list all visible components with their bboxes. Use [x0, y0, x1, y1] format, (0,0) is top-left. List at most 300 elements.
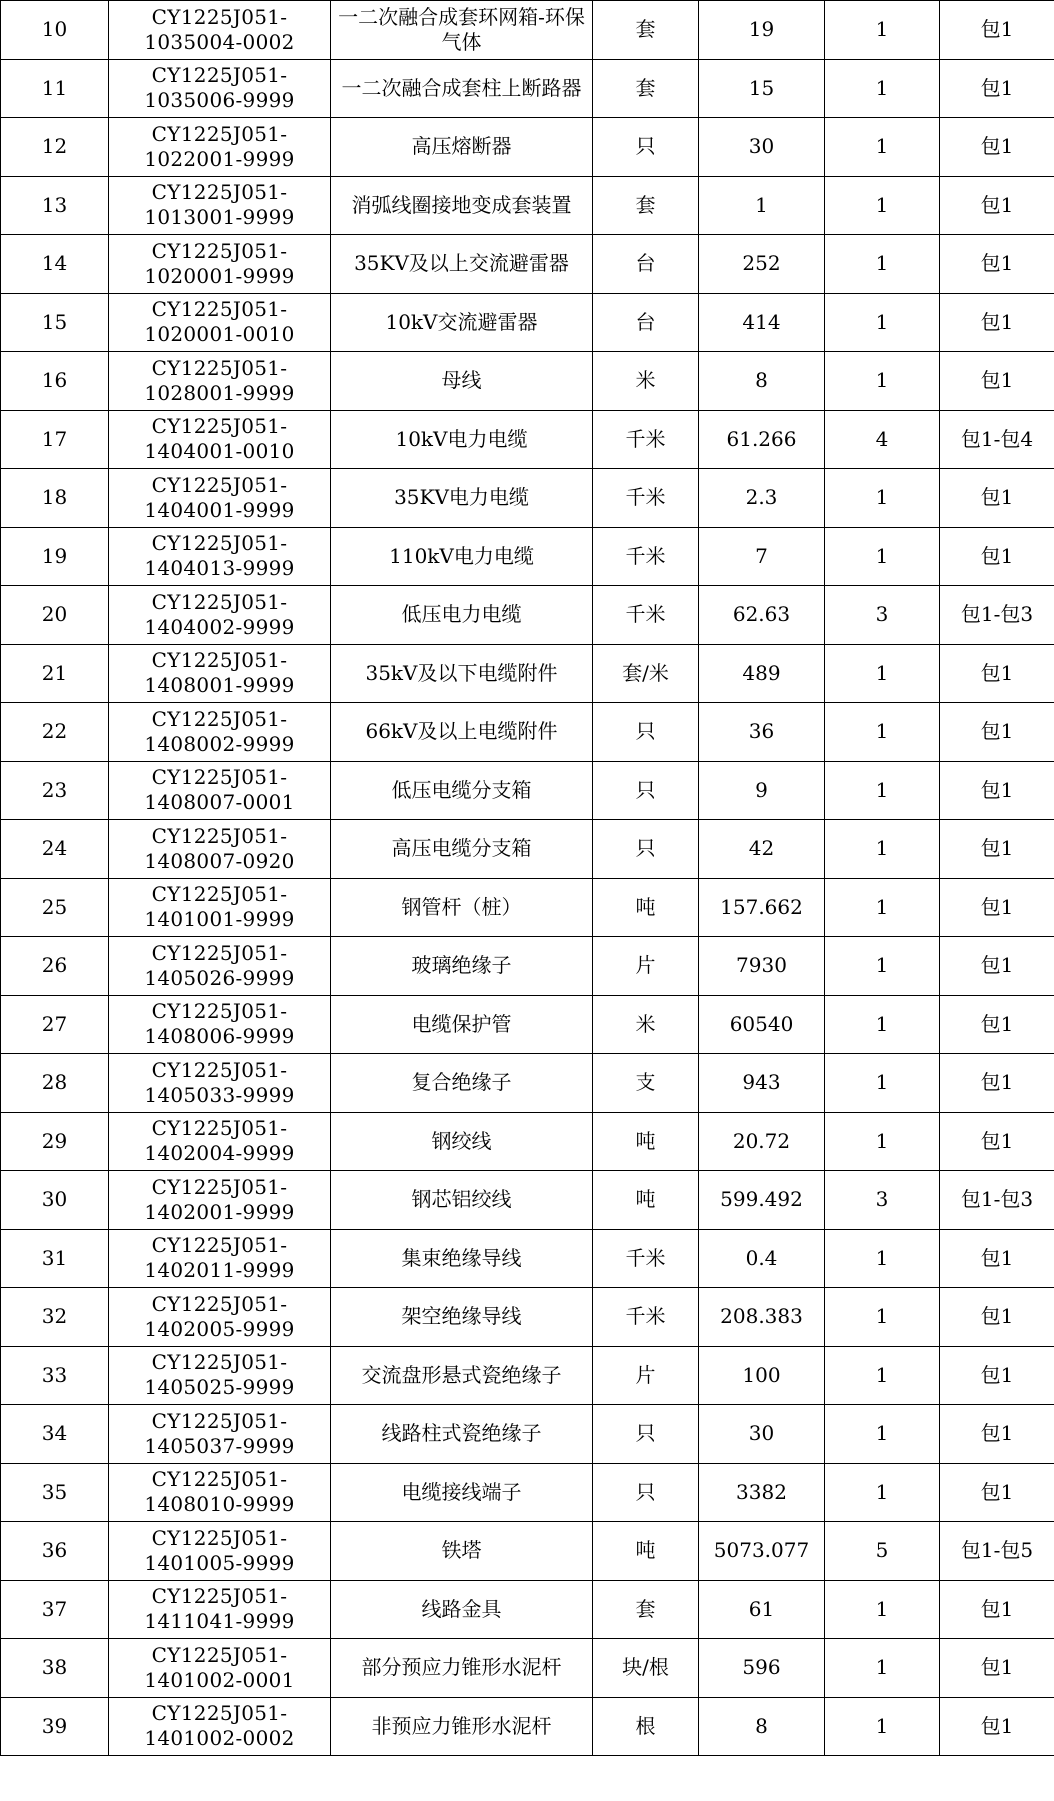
cell-unit-text: 套 — [635, 75, 656, 100]
cell-qty-text: 15 — [748, 75, 775, 100]
cell-qty-text: 7 — [755, 543, 768, 568]
cell-name-text: 高压熔断器 — [411, 134, 512, 159]
pack-label-cell — [940, 1229, 1054, 1288]
cell-qty-text: 61 — [748, 1596, 775, 1621]
quantity-cell — [699, 1229, 825, 1288]
cell-name-text: 低压电缆分支箱 — [391, 777, 532, 802]
cell-qty-text: 7930 — [736, 953, 787, 978]
cell-pack-label-text: 包1 — [980, 134, 1014, 159]
row-number-cell — [1, 703, 109, 762]
material-code-cell — [109, 118, 331, 177]
cell-no-text: 11 — [41, 75, 68, 100]
unit-cell — [593, 1405, 699, 1464]
row-number-cell — [1, 59, 109, 118]
pack-count-cell — [825, 995, 940, 1054]
pack-count-cell — [825, 410, 940, 469]
cell-pack-label-text: 包1 — [980, 660, 1014, 685]
cell-code1-text: CY1225J051- — [151, 1525, 288, 1550]
material-code-cell — [109, 410, 331, 469]
cell-code2-text: 1402011-9999 — [144, 1258, 295, 1283]
cell-unit-text: 千米 — [625, 426, 666, 451]
pack-count-cell — [825, 761, 940, 820]
table-row — [1, 1054, 1054, 1113]
material-code-cell — [109, 820, 331, 879]
cell-qty-text: 9 — [755, 777, 768, 802]
cell-unit-text: 米 — [635, 1011, 656, 1036]
table-row — [1, 235, 1054, 294]
pack-label-cell — [940, 293, 1054, 352]
material-name-cell — [331, 176, 593, 235]
material-code-cell — [109, 1288, 331, 1347]
table-row — [1, 527, 1054, 586]
material-name-cell — [331, 1697, 593, 1756]
material-name-cell — [331, 703, 593, 762]
cell-unit-text: 片 — [635, 953, 656, 978]
row-number-cell — [1, 352, 109, 411]
pack-count-cell — [825, 352, 940, 411]
cell-no-text: 39 — [41, 1713, 68, 1738]
cell-no-text: 34 — [41, 1421, 68, 1446]
cell-code2-text: 1020001-0010 — [144, 322, 295, 347]
cell-unit-text: 根 — [635, 1713, 656, 1738]
cell-pack-label-text: 包1 — [980, 1128, 1014, 1153]
row-number-cell — [1, 1054, 109, 1113]
cell-name-text: 一二次融合成套环网箱-环保气体 — [338, 4, 585, 54]
unit-cell — [593, 1522, 699, 1581]
table-row — [1, 59, 1054, 118]
quantity-cell — [699, 1697, 825, 1756]
table-row — [1, 1346, 1054, 1405]
pack-count-cell — [825, 1697, 940, 1756]
material-code-cell — [109, 1522, 331, 1581]
cell-packs-text: 1 — [875, 192, 889, 217]
row-number-cell — [1, 1, 109, 60]
cell-name-text: 铁塔 — [441, 1538, 482, 1563]
table-row — [1, 293, 1054, 352]
quantity-cell — [699, 1639, 825, 1698]
cell-qty-text: 8 — [755, 1713, 768, 1738]
unit-cell — [593, 878, 699, 937]
cell-packs-text: 1 — [875, 953, 889, 978]
pack-label-cell — [940, 1522, 1054, 1581]
cell-packs-text: 1 — [875, 75, 889, 100]
cell-code2-text: 1408010-9999 — [144, 1492, 295, 1517]
cell-pack-label-text: 包1 — [980, 485, 1014, 510]
quantity-cell — [699, 1, 825, 60]
row-number-cell — [1, 1522, 109, 1581]
pack-count-cell — [825, 469, 940, 528]
material-name-cell — [331, 1405, 593, 1464]
unit-cell — [593, 1112, 699, 1171]
cell-unit-text: 台 — [635, 309, 656, 334]
cell-packs-text: 4 — [875, 426, 889, 451]
pack-label-cell — [940, 1346, 1054, 1405]
cell-no-text: 21 — [41, 660, 68, 685]
pack-count-cell — [825, 1405, 940, 1464]
cell-no-text: 32 — [41, 1304, 68, 1329]
cell-name-text: 钢管杆（桩） — [401, 894, 522, 919]
cell-qty-text: 5073.077 — [713, 1538, 810, 1563]
row-number-cell — [1, 1639, 109, 1698]
material-name-cell — [331, 586, 593, 645]
cell-pack-label-text: 包1 — [980, 777, 1014, 802]
material-code-cell — [109, 878, 331, 937]
cell-code1-text: CY1225J051- — [151, 297, 288, 322]
cell-pack-label-text: 包1 — [980, 1362, 1014, 1387]
material-code-cell — [109, 937, 331, 996]
cell-code1-text: CY1225J051- — [151, 1701, 288, 1726]
quantity-cell — [699, 59, 825, 118]
quantity-cell — [699, 352, 825, 411]
cell-no-text: 10 — [41, 17, 68, 42]
cell-name-text: 母线 — [441, 368, 482, 393]
cell-code1-text: CY1225J051- — [151, 1291, 288, 1316]
material-code-cell — [109, 352, 331, 411]
quantity-cell — [699, 1522, 825, 1581]
table-row — [1, 1, 1054, 60]
cell-no-text: 38 — [41, 1655, 68, 1680]
cell-pack-label-text: 包1 — [980, 251, 1014, 276]
cell-code1-text: CY1225J051- — [151, 823, 288, 848]
table-row — [1, 937, 1054, 996]
cell-pack-label-text: 包1 — [980, 1070, 1014, 1095]
material-name-cell — [331, 410, 593, 469]
cell-pack-label-text: 包1 — [980, 75, 1014, 100]
table-row — [1, 1171, 1054, 1230]
table-row — [1, 176, 1054, 235]
cell-name-text: 66kV及以上电缆附件 — [365, 719, 558, 744]
pack-label-cell — [940, 1112, 1054, 1171]
row-number-cell — [1, 1112, 109, 1171]
cell-pack-label-text: 包1 — [980, 1713, 1014, 1738]
table-row — [1, 586, 1054, 645]
unit-cell — [593, 176, 699, 235]
pack-count-cell — [825, 1054, 940, 1113]
unit-cell — [593, 59, 699, 118]
row-number-cell — [1, 937, 109, 996]
cell-code2-text: 1404001-0010 — [144, 439, 295, 464]
cell-pack-label-text: 包1 — [980, 1304, 1014, 1329]
cell-pack-label-text: 包1 — [980, 1421, 1014, 1446]
row-number-cell — [1, 527, 109, 586]
cell-name-text: 35KV及以上交流避雷器 — [354, 251, 569, 276]
pack-count-cell — [825, 1639, 940, 1698]
cell-pack-label-text: 包1 — [980, 1655, 1014, 1680]
material-code-cell — [109, 1229, 331, 1288]
cell-packs-text: 1 — [875, 368, 889, 393]
cell-code2-text: 1408001-9999 — [144, 673, 295, 698]
cell-unit-text: 片 — [635, 1362, 656, 1387]
table-row — [1, 1522, 1054, 1581]
quantity-cell — [699, 1405, 825, 1464]
cell-packs-text: 1 — [875, 1421, 889, 1446]
cell-qty-text: 157.662 — [720, 894, 803, 919]
material-name-cell — [331, 761, 593, 820]
cell-code2-text: 1408002-9999 — [144, 731, 295, 756]
cell-code1-text: CY1225J051- — [151, 882, 288, 907]
cell-unit-text: 只 — [635, 719, 656, 744]
material-code-cell — [109, 1112, 331, 1171]
quantity-cell — [699, 118, 825, 177]
table-row — [1, 761, 1054, 820]
pack-label-cell — [940, 59, 1054, 118]
unit-cell — [593, 1697, 699, 1756]
row-number-cell — [1, 1463, 109, 1522]
quantity-cell — [699, 1463, 825, 1522]
cell-unit-text: 吨 — [635, 1128, 656, 1153]
cell-pack-label-text: 包1 — [980, 309, 1014, 334]
material-name-cell — [331, 1522, 593, 1581]
pack-count-cell — [825, 1171, 940, 1230]
cell-packs-text: 1 — [875, 17, 889, 42]
material-code-cell — [109, 176, 331, 235]
cell-pack-label-text: 包1 — [980, 953, 1014, 978]
material-name-cell — [331, 1288, 593, 1347]
cell-pack-label-text: 包1 — [980, 1596, 1014, 1621]
cell-no-text: 26 — [41, 953, 68, 978]
cell-packs-text: 1 — [875, 251, 889, 276]
pack-count-cell — [825, 59, 940, 118]
cell-qty-text: 208.383 — [720, 1304, 803, 1329]
cell-code1-text: CY1225J051- — [151, 648, 288, 673]
cell-pack-label-text: 包1-包5 — [960, 1538, 1034, 1563]
cell-pack-label-text: 包1 — [980, 1245, 1014, 1270]
cell-no-text: 16 — [41, 368, 68, 393]
cell-code2-text: 1035004-0002 — [144, 29, 295, 54]
cell-qty-text: 943 — [742, 1070, 781, 1095]
cell-code2-text: 1404013-9999 — [144, 556, 295, 581]
cell-code2-text: 1401002-0002 — [144, 1726, 295, 1751]
material-name-cell — [331, 878, 593, 937]
cell-unit-text: 吨 — [635, 1538, 656, 1563]
material-code-cell — [109, 1054, 331, 1113]
cell-qty-text: 30 — [748, 1421, 775, 1446]
cell-code2-text: 1405033-9999 — [144, 1082, 295, 1107]
material-code-cell — [109, 1, 331, 60]
cell-no-text: 12 — [41, 134, 68, 159]
cell-qty-text: 0.4 — [745, 1245, 778, 1270]
material-name-cell — [331, 352, 593, 411]
cell-qty-text: 8 — [755, 368, 768, 393]
cell-unit-text: 台 — [635, 251, 656, 276]
cell-pack-label-text: 包1 — [980, 17, 1014, 42]
cell-qty-text: 3382 — [736, 1479, 787, 1504]
unit-cell — [593, 1463, 699, 1522]
cell-no-text: 35 — [41, 1479, 68, 1504]
material-name-cell — [331, 820, 593, 879]
quantity-cell — [699, 1346, 825, 1405]
row-number-cell — [1, 1346, 109, 1405]
unit-cell — [593, 352, 699, 411]
material-name-cell — [331, 1, 593, 60]
row-number-cell — [1, 1171, 109, 1230]
quantity-cell — [699, 937, 825, 996]
cell-unit-text: 只 — [635, 1479, 656, 1504]
unit-cell — [593, 410, 699, 469]
cell-unit-text: 只 — [635, 836, 656, 861]
row-number-cell — [1, 235, 109, 294]
row-number-cell — [1, 1697, 109, 1756]
cell-packs-text: 1 — [875, 1011, 889, 1036]
pack-count-cell — [825, 1288, 940, 1347]
cell-code2-text: 1022001-9999 — [144, 146, 295, 171]
pack-count-cell — [825, 586, 940, 645]
quantity-cell — [699, 410, 825, 469]
cell-packs-text: 1 — [875, 660, 889, 685]
pack-label-cell — [940, 820, 1054, 879]
cell-code1-text: CY1225J051- — [151, 1467, 288, 1492]
cell-pack-label-text: 包1-包3 — [960, 602, 1034, 627]
table-row — [1, 118, 1054, 177]
cell-name-text: 电缆保护管 — [411, 1011, 512, 1036]
cell-no-text: 27 — [41, 1011, 68, 1036]
pack-label-cell — [940, 1405, 1054, 1464]
cell-no-text: 37 — [41, 1596, 68, 1621]
pack-label-cell — [940, 703, 1054, 762]
cell-unit-text: 千米 — [625, 602, 666, 627]
cell-unit-text: 支 — [635, 1070, 656, 1095]
table-row — [1, 1229, 1054, 1288]
material-name-cell — [331, 1229, 593, 1288]
cell-qty-text: 20.72 — [732, 1128, 791, 1153]
cell-name-text: 电缆接线端子 — [401, 1479, 522, 1504]
quantity-cell — [699, 235, 825, 294]
cell-name-text: 集束绝缘导线 — [401, 1245, 522, 1270]
cell-pack-label-text: 包1-包4 — [960, 426, 1034, 451]
pack-count-cell — [825, 937, 940, 996]
cell-code1-text: CY1225J051- — [151, 999, 288, 1024]
quantity-cell — [699, 527, 825, 586]
cell-name-text: 线路柱式瓷绝缘子 — [381, 1421, 542, 1446]
cell-code1-text: CY1225J051- — [151, 1174, 288, 1199]
unit-cell — [593, 1288, 699, 1347]
quantity-cell — [699, 1288, 825, 1347]
row-number-cell — [1, 761, 109, 820]
cell-code2-text: 1402001-9999 — [144, 1199, 295, 1224]
cell-qty-text: 30 — [748, 134, 775, 159]
cell-pack-label-text: 包1-包3 — [960, 1187, 1034, 1212]
pack-label-cell — [940, 1054, 1054, 1113]
cell-unit-text: 只 — [635, 134, 656, 159]
quantity-cell — [699, 761, 825, 820]
cell-no-text: 29 — [41, 1128, 68, 1153]
cell-no-text: 17 — [41, 426, 68, 451]
cell-code1-text: CY1225J051- — [151, 121, 288, 146]
quantity-cell — [699, 469, 825, 528]
material-code-cell — [109, 293, 331, 352]
cell-no-text: 15 — [41, 309, 68, 334]
material-name-cell — [331, 1054, 593, 1113]
material-name-cell — [331, 1580, 593, 1639]
cell-packs-text: 5 — [875, 1538, 889, 1563]
cell-packs-text: 1 — [875, 1304, 889, 1329]
cell-name-text: 部分预应力锥形水泥杆 — [361, 1655, 562, 1680]
row-number-cell — [1, 820, 109, 879]
material-code-cell — [109, 59, 331, 118]
pack-label-cell — [940, 352, 1054, 411]
cell-code2-text: 1013001-9999 — [144, 205, 295, 230]
cell-name-text: 高压电缆分支箱 — [391, 836, 532, 861]
material-name-cell — [331, 1463, 593, 1522]
cell-code1-text: CY1225J051- — [151, 63, 288, 88]
material-name-cell — [331, 1346, 593, 1405]
row-number-cell — [1, 586, 109, 645]
row-number-cell — [1, 1580, 109, 1639]
cell-unit-text: 只 — [635, 1421, 656, 1446]
quantity-cell — [699, 644, 825, 703]
cell-code2-text: 1401005-9999 — [144, 1550, 295, 1575]
cell-qty-text: 60540 — [729, 1011, 794, 1036]
material-name-cell — [331, 59, 593, 118]
cell-no-text: 22 — [41, 719, 68, 744]
cell-code2-text: 1405037-9999 — [144, 1433, 295, 1458]
unit-cell — [593, 995, 699, 1054]
cell-no-text: 30 — [41, 1187, 68, 1212]
pack-label-cell — [940, 176, 1054, 235]
cell-name-text: 线路金具 — [421, 1596, 502, 1621]
row-number-cell — [1, 293, 109, 352]
quantity-cell — [699, 1054, 825, 1113]
quantity-cell — [699, 995, 825, 1054]
pack-count-cell — [825, 293, 940, 352]
material-name-cell — [331, 1112, 593, 1171]
cell-code2-text: 1402005-9999 — [144, 1316, 295, 1341]
material-name-cell — [331, 527, 593, 586]
cell-code1-text: CY1225J051- — [151, 238, 288, 263]
cell-pack-label-text: 包1 — [980, 368, 1014, 393]
cell-code1-text: CY1225J051- — [151, 1584, 288, 1609]
cell-qty-text: 61.266 — [726, 426, 797, 451]
cell-packs-text: 1 — [875, 1479, 889, 1504]
unit-cell — [593, 1054, 699, 1113]
cell-code1-text: CY1225J051- — [151, 1057, 288, 1082]
cell-qty-text: 19 — [748, 17, 775, 42]
material-code-cell — [109, 995, 331, 1054]
cell-code1-text: CY1225J051- — [151, 940, 288, 965]
cell-no-text: 14 — [41, 251, 68, 276]
cell-unit-text: 块/根 — [622, 1655, 669, 1680]
table-row — [1, 703, 1054, 762]
cell-code2-text: 1035006-9999 — [144, 88, 295, 113]
cell-name-text: 玻璃绝缘子 — [411, 953, 512, 978]
row-number-cell — [1, 644, 109, 703]
cell-packs-text: 1 — [875, 485, 889, 510]
material-name-cell — [331, 1639, 593, 1698]
cell-code1-text: CY1225J051- — [151, 531, 288, 556]
unit-cell — [593, 703, 699, 762]
material-code-cell — [109, 235, 331, 294]
pack-label-cell — [940, 586, 1054, 645]
pack-count-cell — [825, 1112, 940, 1171]
unit-cell — [593, 1346, 699, 1405]
pack-label-cell — [940, 1697, 1054, 1756]
pack-label-cell — [940, 527, 1054, 586]
cell-name-text: 交流盘形悬式瓷绝缘子 — [361, 1362, 562, 1387]
cell-code1-text: CY1225J051- — [151, 1116, 288, 1141]
material-code-cell — [109, 703, 331, 762]
cell-name-text: 复合绝缘子 — [411, 1070, 512, 1095]
cell-code2-text: 1408007-0001 — [144, 790, 295, 815]
cell-code1-text: CY1225J051- — [151, 180, 288, 205]
pack-label-cell — [940, 878, 1054, 937]
material-code-cell — [109, 1697, 331, 1756]
cell-name-text: 钢芯铝绞线 — [411, 1187, 512, 1212]
cell-packs-text: 1 — [875, 1070, 889, 1095]
table-row — [1, 1463, 1054, 1522]
row-number-cell — [1, 878, 109, 937]
material-code-cell — [109, 469, 331, 528]
cell-code2-text: 1405025-9999 — [144, 1375, 295, 1400]
